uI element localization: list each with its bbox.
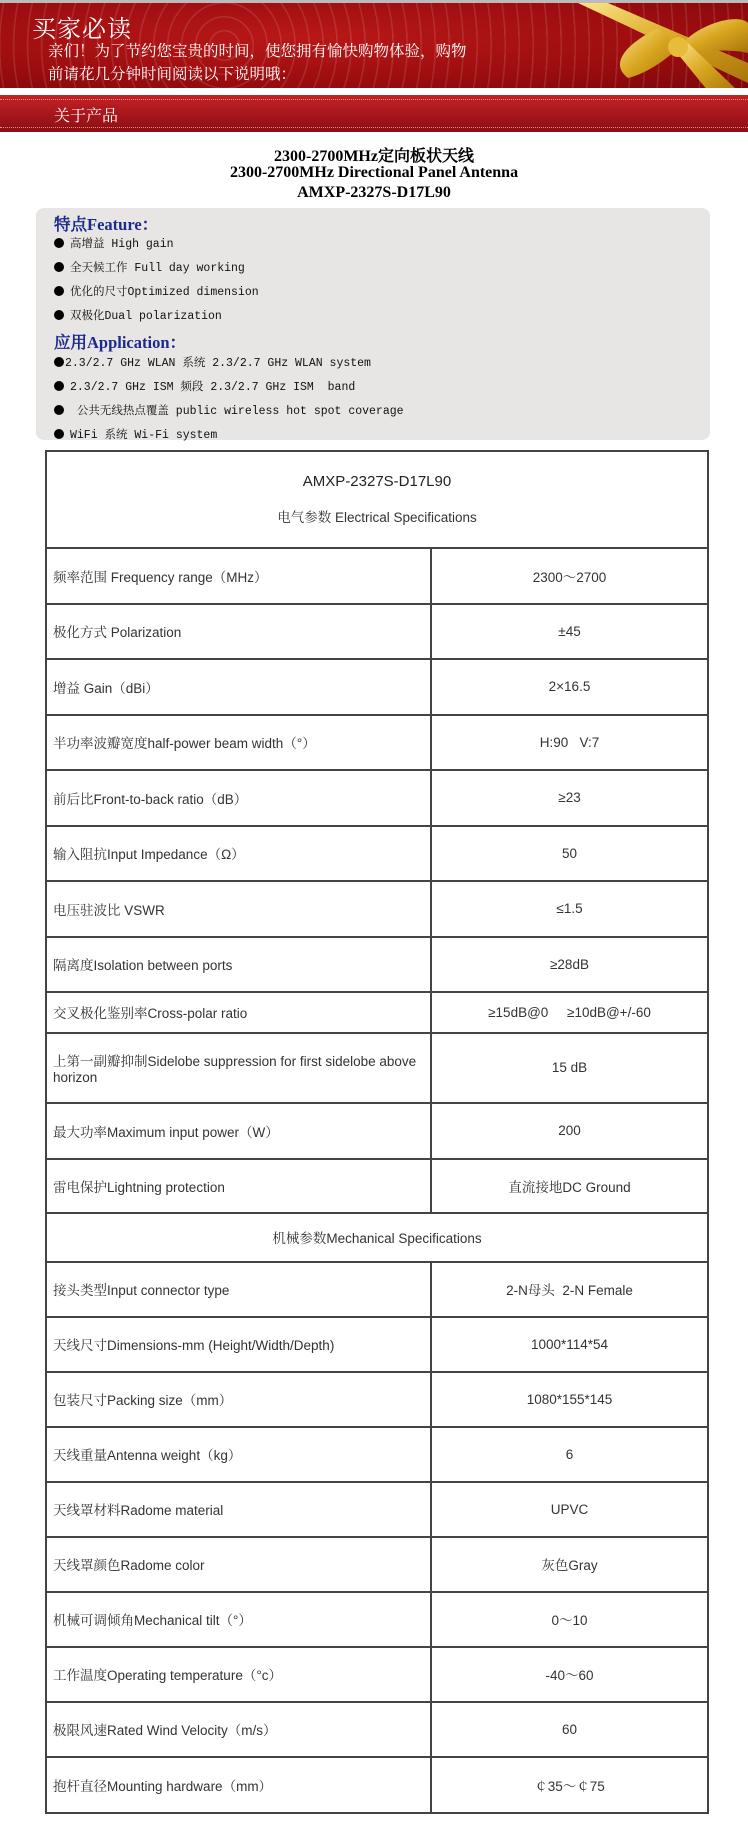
table-row: [46, 1647, 708, 1702]
table-row: [46, 1262, 708, 1317]
table-row: [46, 1702, 708, 1757]
spec-label: 包装尺寸Packing size（mm）: [46, 1372, 431, 1427]
spec-value: -40～60: [431, 1647, 708, 1702]
spec-model: AMXP-2327S-D17L90: [302, 473, 452, 490]
spec-label: 雷电保护Lightning protection: [46, 1159, 431, 1213]
spec-value: ≤1.5: [431, 881, 708, 937]
spec-value: UPVC: [431, 1482, 708, 1537]
table-row: [46, 937, 708, 992]
features-heading: 特点Feature：: [54, 215, 159, 234]
spec-label: 机械可调倾角Mechanical tilt（°）: [46, 1592, 431, 1647]
table-row: [46, 715, 708, 771]
spec-table: [45, 450, 709, 1814]
spec-label: 极限风速Rated Wind Velocity（m/s）: [46, 1702, 431, 1757]
application-item: 2.3/2.7 GHz ISM 频段 2.3/2.7 GHz ISM band: [54, 378, 355, 394]
spec-value: 直流接地DC Ground: [431, 1159, 708, 1213]
spec-label: 电压驻波比 VSWR: [46, 881, 431, 937]
table-row: [46, 770, 708, 826]
product-title-en: 2300-2700MHz Directional Panel Antenna: [229, 164, 519, 181]
table-row: [46, 1592, 708, 1647]
mechanical-header-row: [46, 1213, 708, 1262]
spec-label: 天线尺寸Dimensions-mm (Height/Width/Depth): [46, 1317, 431, 1372]
table-row: [46, 1757, 708, 1813]
banner-line-1: 亲们！为了节约您宝贵的时间，使您拥有愉快购物体验，购物: [48, 43, 467, 60]
spec-label: 天线罩材料Radome material: [46, 1482, 431, 1537]
spec-header-row: [46, 451, 708, 548]
spec-label: 天线重量Antenna weight（kg）: [46, 1427, 431, 1482]
bullet-icon: [54, 381, 64, 391]
spec-label: 频率范围 Frequency range（MHz）: [46, 548, 431, 604]
table-row: [46, 1482, 708, 1537]
spec-value: 1080*155*145: [431, 1372, 708, 1427]
spec-label: 隔离度Isolation between ports: [46, 937, 431, 992]
spec-value: 1000*114*54: [431, 1317, 708, 1372]
table-row: [46, 604, 708, 660]
spec-label: 极化方式 Polarization: [46, 604, 431, 660]
product-model: AMXP-2327S-D17L90: [297, 184, 451, 201]
spec-label: 交叉极化鉴别率Cross-polar ratio: [46, 992, 431, 1033]
spec-label: 天线罩颜色Radome color: [46, 1537, 431, 1592]
feature-item: 高增益 High gain: [54, 235, 174, 251]
table-row: [46, 881, 708, 937]
spec-label: 上第一副瓣抑制Sidelobe suppression for first sidelobe above horizon: [46, 1033, 431, 1103]
gold-ribbon-bow-icon: [548, 3, 748, 88]
bullet-icon: [54, 405, 64, 415]
spec-label: 接头类型Input connector type: [46, 1262, 431, 1317]
shopping-notice-banner: [0, 0, 748, 88]
application-item: WiFi 系统 Wi-Fi system: [54, 426, 217, 442]
section-bar: [0, 95, 748, 132]
spec-value: 2300～2700: [431, 548, 708, 604]
spec-label: 半功率波瓣宽度half-power beam width（°）: [46, 715, 431, 771]
bullet-icon: [54, 429, 64, 439]
spec-value: H:90 V:7: [431, 715, 708, 771]
spec-value: 灰色Gray: [431, 1537, 708, 1592]
spec-header-cell: [46, 451, 708, 548]
table-row: [46, 1317, 708, 1372]
spec-label: 最大功率Maximum input power（W）: [46, 1103, 431, 1159]
table-row: [46, 826, 708, 882]
application-item: 公共无线热点覆盖 public wireless hot spot coverage: [54, 402, 404, 418]
spec-value: 50: [431, 826, 708, 882]
table-row: [46, 1159, 708, 1213]
features-panel: [36, 208, 710, 440]
product-title-cn: 2300-2700MHz定向板状天线: [274, 148, 474, 165]
banner-line-2: 前请花几分钟时间阅读以下说明哦：: [48, 66, 297, 83]
table-row: [46, 1033, 708, 1103]
bullet-icon: [54, 262, 64, 272]
bullet-icon: [54, 286, 64, 296]
table-row: [46, 1537, 708, 1592]
spec-value: 0～10: [431, 1592, 708, 1647]
application-item: 2.3/2.7 GHz WLAN 系统 2.3/2.7 GHz WLAN system: [54, 354, 371, 370]
mechanical-heading: 机械参数Mechanical Specifications: [46, 1213, 708, 1262]
spec-value: 2-N母头 2-N Female: [431, 1262, 708, 1317]
table-row: [46, 1372, 708, 1427]
spec-value: ≥23: [431, 770, 708, 826]
spec-label: 前后比Front-to-back ratio（dB）: [46, 770, 431, 826]
table-row: [46, 1103, 708, 1159]
banner-title: 买家必读: [32, 16, 132, 43]
table-row: [46, 659, 708, 715]
spec-value: 6: [431, 1427, 708, 1482]
feature-item: 优化的尺寸Optimized dimension: [54, 283, 259, 299]
bullet-icon: [54, 357, 64, 367]
spec-value: 2×16.5: [431, 659, 708, 715]
electrical-heading: 电气参数 Electrical Specifications: [277, 510, 477, 525]
spec-value: 60: [431, 1702, 708, 1757]
table-row: [46, 1427, 708, 1482]
spec-label: 工作温度Operating temperature（°c）: [46, 1647, 431, 1702]
section-title: 关于产品: [54, 108, 119, 125]
spec-label: 抱杆直径Mounting hardware（mm）: [46, 1757, 431, 1813]
feature-item: 双极化Dual polarization: [54, 307, 222, 323]
table-row: [46, 548, 708, 604]
spec-value: ≥15dB@0 ≥10dB@+/-60: [431, 992, 708, 1033]
spec-value: ±45: [431, 604, 708, 660]
table-row: [46, 992, 708, 1033]
spec-value: ≥28dB: [431, 937, 708, 992]
spec-value: 200: [431, 1103, 708, 1159]
bullet-icon: [54, 238, 64, 248]
applications-heading: 应用Application：: [54, 333, 187, 352]
spec-label: 输入阻抗Input Impedance（Ω）: [46, 826, 431, 882]
spec-value: ￠35～￠75: [431, 1757, 708, 1813]
spec-label: 增益 Gain（dBi）: [46, 659, 431, 715]
bullet-icon: [54, 310, 64, 320]
feature-item: 全天候工作 Full day working: [54, 259, 245, 275]
spec-value: 15 dB: [431, 1033, 708, 1103]
